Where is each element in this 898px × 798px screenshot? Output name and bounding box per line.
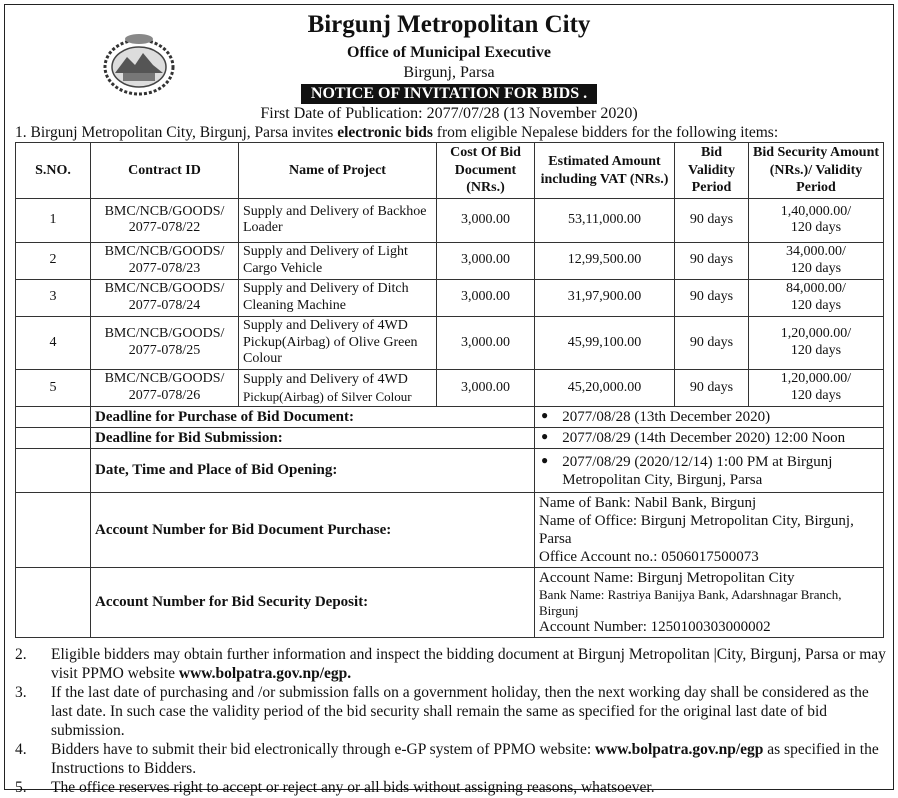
bid-opening-text: 2077/08/29 (2020/12/14) 1:00 PM at Birgunj Metropolitan City, Birgunj, Parsa (562, 453, 833, 488)
office-name: Office of Municipal Executive (347, 43, 551, 61)
note-body: Bidders have to submit their bid electronically through e-GP system of PPMO website: (51, 740, 595, 758)
note-item (15, 779, 893, 798)
intro-bold: electronic bids (337, 124, 433, 142)
cell-estimate: 45,99,100.00 (535, 316, 675, 369)
cell-project: Supply and Delivery of Backhoe Loader (239, 198, 437, 242)
security-amount: 1,40,000.00/ (780, 203, 852, 219)
note-number: 3. (15, 684, 27, 702)
cell-estimate: 45,20,000.00 (535, 370, 675, 407)
notice-title: NOTICE OF INVITATION FOR BIDS . (301, 84, 597, 104)
cell-estimate: 31,97,900.00 (535, 279, 675, 316)
acct-doc-value (535, 493, 884, 568)
col-estimate: Estimated Amount including VAT (NRs.) (535, 143, 675, 199)
note-item (15, 741, 893, 779)
security-period: 120 days (790, 260, 842, 276)
note-link: www.bolpatra.gov.np/egp (595, 740, 764, 758)
security-period: 120 days (790, 343, 842, 358)
intro-text: 1. Birgunj Metropolitan City, Birgunj, Parsa invites (15, 124, 338, 142)
cell-security (749, 198, 884, 242)
cell-estimate: 12,99,500.00 (535, 242, 675, 279)
project-line: Supply and Delivery of 4WD (243, 372, 408, 387)
note-text: If the last date of purchasing and /or submission falls on a government holiday, then the next working day shall be considered as the last date. In such case the validity period of the bid security shall remain the same as specified for the original last date of bid submission. (51, 684, 869, 740)
bullet-icon: ● (541, 429, 549, 444)
cell-project: Supply and Delivery of 4WD Pickup(Airbag) of Olive Green Colour (239, 316, 437, 369)
table-row (16, 316, 884, 369)
cell-sno: 1 (16, 198, 91, 242)
security-period: 120 days (790, 297, 842, 313)
note-number: 4. (15, 740, 27, 758)
detail-row-acct-doc (16, 493, 884, 568)
bullet-icon: ● (541, 452, 549, 467)
acct-doc-bank: Name of Bank: Nabil Bank, Birgunj (539, 495, 757, 512)
table-row (16, 370, 884, 407)
notes-list (15, 646, 893, 797)
contract-id-line: BMC/NCB/GOODS/ (104, 281, 225, 297)
cell-security (749, 370, 884, 407)
note-body: Eligible bidders may obtain further information and inspect the bidding document at Birgunj Metropolitan |City, Birgunj, Parsa or may visit PPMO website (51, 646, 886, 683)
bullet-icon: ● (541, 408, 549, 423)
org-name: Birgunj Metropolitan City (307, 11, 591, 38)
contract-id-line: BMC/NCB/GOODS/ (104, 371, 225, 387)
table-header-row (16, 143, 884, 199)
cell-sno: 4 (16, 316, 91, 369)
col-sno: S.NO. (16, 143, 91, 199)
cell-estimate: 53,11,000.00 (535, 198, 675, 242)
contract-id-line: 2077-078/25 (128, 343, 201, 358)
col-validity: Bid Validity Period (675, 143, 749, 199)
security-amount: 84,000.00/ (786, 281, 846, 297)
cell-cost: 3,000.00 (437, 198, 535, 242)
note-text: The office reserves right to accept or reject any or all bids without assigning reasons, whatsoever. (51, 778, 655, 796)
cell-validity: 90 days (675, 198, 749, 242)
contract-id-line: 2077-078/22 (128, 220, 201, 236)
cell-cost: 3,000.00 (437, 279, 535, 316)
cell-contract-id (91, 242, 239, 279)
contract-id-line: 2077-078/26 (128, 388, 201, 404)
contract-id-line: BMC/NCB/GOODS/ (104, 244, 225, 260)
col-security: Bid Security Amount (NRs.)/ Validity Period (749, 143, 884, 199)
intro-paragraph (15, 124, 893, 142)
note-item (15, 684, 893, 741)
submission-deadline-text: 2077/08/29 (14th December 2020) 12:00 Noon (562, 430, 846, 447)
cell-cost: 3,000.00 (437, 370, 535, 407)
contract-id-line: BMC/NCB/GOODS/ (104, 326, 225, 342)
bid-opening-value (535, 449, 884, 493)
cell-security (749, 279, 884, 316)
note-text (51, 741, 893, 779)
acct-doc-office: Name of Office: Birgunj Metropolitan City, Birgunj, Parsa (539, 513, 854, 548)
purchase-deadline-value (535, 407, 884, 428)
cell-sno: 3 (16, 279, 91, 316)
note-number: 5. (15, 778, 27, 796)
notice-page (4, 4, 894, 796)
cell-validity: 90 days (675, 242, 749, 279)
security-amount: 1,20,000.00/ (780, 326, 852, 342)
security-amount: 1,20,000.00/ (780, 371, 852, 387)
bid-opening-label: Date, Time and Place of Bid Opening: (91, 449, 535, 493)
acct-sec-name: Account Name: Birgunj Metropolitan City (539, 570, 795, 587)
note-link: www.bolpatra.gov.np/egp. (178, 665, 352, 683)
table-row (16, 242, 884, 279)
table-row (16, 198, 884, 242)
emblem-logo (101, 33, 177, 97)
bid-table (15, 142, 884, 638)
col-doc-cost: Cost Of Bid Document (NRs.) (437, 143, 535, 199)
security-amount: 34,000.00/ (786, 244, 846, 260)
cell-cost: 3,000.00 (437, 242, 535, 279)
cell-security (749, 316, 884, 369)
contract-id-line: 2077-078/24 (128, 297, 201, 313)
contract-id-line: 2077-078/23 (128, 260, 201, 276)
acct-sec-label: Account Number for Bid Security Deposit: (91, 568, 535, 638)
cell-project (239, 370, 437, 407)
cell-sno: 5 (16, 370, 91, 407)
purchase-deadline-text: 2077/08/28 (13th December 2020) (562, 409, 771, 426)
detail-row-acct-sec (16, 568, 884, 638)
submission-deadline-label: Deadline for Bid Submission: (91, 428, 535, 449)
cell-validity: 90 days (675, 279, 749, 316)
submission-deadline-value (535, 428, 884, 449)
acct-sec-value (535, 568, 884, 638)
security-period: 120 days (790, 220, 842, 236)
cell-contract-id (91, 279, 239, 316)
detail-row-submission (16, 428, 884, 449)
cell-contract-id (91, 370, 239, 407)
cell-validity: 90 days (675, 316, 749, 369)
place: Birgunj, Parsa (403, 64, 495, 82)
note-body-end: as specified in the Instructions to Bidders. (51, 740, 879, 777)
acct-doc-number: Office Account no.: 0506017500073 (539, 549, 759, 566)
cell-security (749, 242, 884, 279)
detail-row-purchase (16, 407, 884, 428)
contract-id-line: BMC/NCB/GOODS/ (104, 203, 225, 219)
note-item (15, 646, 893, 684)
publication-date: First Date of Publication: 2077/07/28 (13 November 2020) (260, 104, 638, 122)
project-line: Pickup(Airbag) of Silver Colour (243, 388, 412, 404)
col-contract-id: Contract ID (91, 143, 239, 199)
note-text (51, 646, 893, 684)
acct-sec-number: Account Number: 1250100303000002 (539, 619, 771, 636)
detail-row-opening (16, 449, 884, 493)
purchase-deadline-label: Deadline for Purchase of Bid Document: (91, 407, 535, 428)
security-period: 120 days (790, 388, 842, 404)
acct-sec-bank: Bank Name: Rastriya Banijya Bank, Adarshnagar Branch, Birgunj (539, 587, 842, 618)
acct-doc-label: Account Number for Bid Document Purchase: (91, 493, 535, 568)
cell-contract-id (91, 198, 239, 242)
table-row (16, 279, 884, 316)
cell-cost: 3,000.00 (437, 316, 535, 369)
note-number: 2. (15, 646, 27, 664)
cell-project: Supply and Delivery of Ditch Cleaning Machine (239, 279, 437, 316)
cell-contract-id (91, 316, 239, 369)
cell-validity: 90 days (675, 370, 749, 407)
col-project: Name of Project (239, 143, 437, 199)
intro-text-end: from eligible Nepalese bidders for the following items: (432, 124, 779, 142)
cell-sno: 2 (16, 242, 91, 279)
cell-project: Supply and Delivery of Light Cargo Vehicle (239, 242, 437, 279)
